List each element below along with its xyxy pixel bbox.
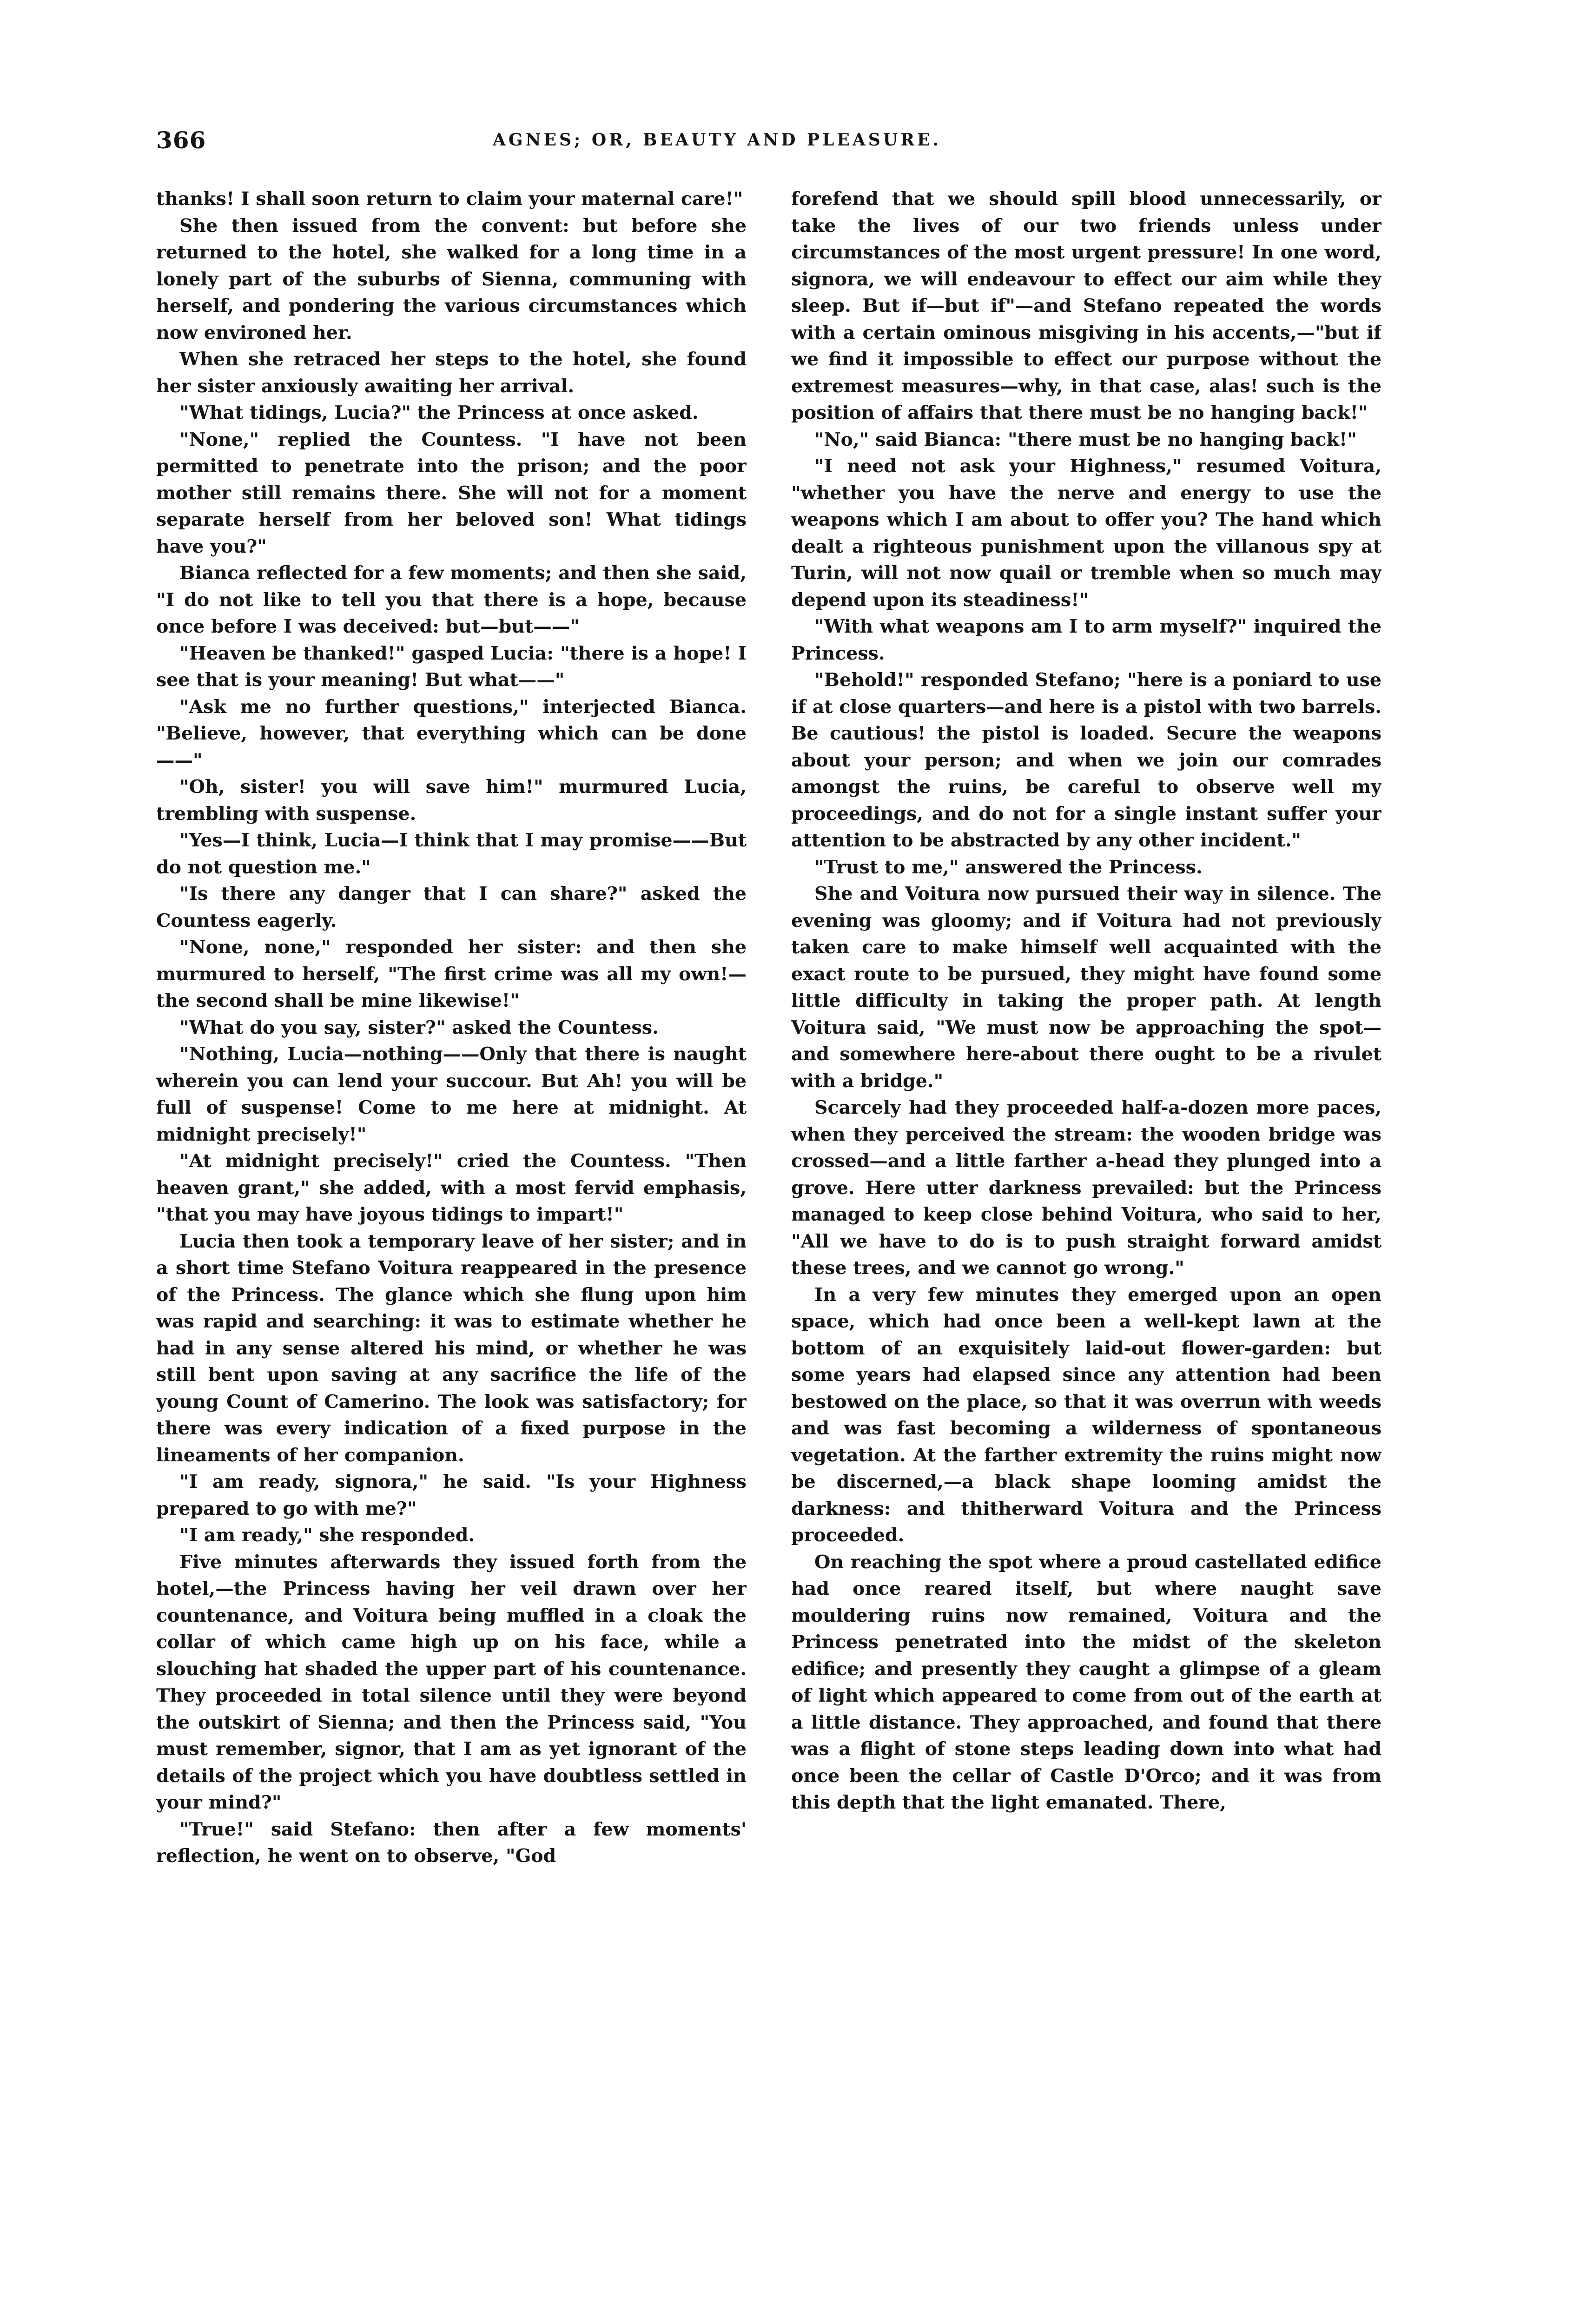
paragraph: "At midnight precisely!" cried the Countess. "Then heaven grant," she added, with a most fervid emphasis, "that you may have joyous tidings to impart!" (156, 1150, 747, 1225)
paragraph: When she retraced her steps to the hotel, she found her sister anxiously awaiting her arrival. (156, 349, 747, 397)
paragraph: "Heaven be thanked!" gasped Lucia: "there is a hope! I see that is your meaning! But what——" (156, 642, 747, 691)
paragraph: Bianca reflected for a few moments; and then she said, "I do not like to tell you that there is a hope, because once before I was deceived: but—but——" (156, 562, 747, 637)
paragraph: Five minutes afterwards they issued forth from the hotel,—the Princess having her veil drawn over her countenance, and Voitura being muffled in a cloak the collar of which came high up on his face, while a slouching hat shaded the upper part of his countenance. They proceeded in total silence until they were beyond the outskirt of Sienna; and then the Princess said, "You must remember, signor, that I am as yet ignorant of the details of the project which you have doubtless settled in your mind?" (156, 1551, 747, 1813)
paragraph: "Oh, sister! you will save him!" murmured Lucia, trembling with suspense. (156, 776, 747, 825)
paragraph: Lucia then took a temporary leave of her sister; and in a short time Stefano Voitura reappeared in the presence of the Princess. The glance which she flung upon him was rapid and searching: it was to estimate whether he had in any sense altered his mind, or whether he was still bent upon saving at any sacrifice the life of the young Count of Camerino. The look was satisfactory; for there was every indication of a fixed purpose in the lineaments of her companion. (156, 1230, 747, 1466)
left-column (156, 186, 747, 2250)
paragraph: forefend that we should spill blood unnecessarily, or take the lives of our two friends unless under circumstances of the most urgent pressure! In one word, signora, we will endeavour to effect our aim while they sleep. But if—but if"—and Stefano repeated the words with a certain ominous misgiving in his accents,—"but if we find it impossible to effect our purpose without the extremest measures—why, in that case, alas! such is the position of affairs that there must be no hanging back!" (791, 188, 1381, 423)
paragraph: "True!" said Stefano: then after a few moments' reflection, he went on to observe, "God (156, 1818, 747, 1867)
paragraph: thanks! I shall soon return to claim your maternal care!" (156, 188, 743, 210)
paragraph: "Behold!" responded Stefano; "here is a poniard to use if at close quarters—and here is a pistol with two barrels. Be cautious! the pistol is loaded. Secure the weapons about your person; and when we join our comrades amongst the ruins, be careful to observe well my proceedings, and do not for a single instant suffer your attention to be abstracted by any other incident." (791, 669, 1381, 851)
right-column (791, 186, 1381, 2250)
paragraph: "Trust to me," answered the Princess. (814, 856, 1203, 878)
paragraph: "What do you say, sister?" asked the Countess. (179, 1017, 659, 1038)
paragraph: Scarcely had they proceeded half-a-dozen more paces, when they perceived the stream: the wooden bridge was crossed—and a little farther a-head they plunged into a grove. Here utter darkness prevailed: but the Princess managed to keep close behind Voitura, who said to her, "All we have to do is to push straight forward amidst these trees, and we cannot go wrong." (791, 1097, 1381, 1279)
paragraph: "With what weapons am I to arm myself?" inquired the Princess. (791, 616, 1381, 664)
paragraph: On reaching the spot where a proud castellated edifice had once reared itself, but where naught save mouldering ruins now remained, Voitura and the Princess penetrated into the midst of the skeleton edifice; and presently they caught a glimpse of a gleam of light which appeared to come from out of the earth at a little distance. They approached, and found that there was a flight of stone steps leading down into what had once been the cellar of Castle D'Orco; and it was from this depth that the light emanated. There, (791, 1551, 1381, 1813)
paragraph: "I am ready, signora," he said. "Is your Highness prepared to go with me?" (156, 1471, 747, 1519)
paragraph: "I need not ask your Highness," resumed Voitura, "whether you have the nerve and energy to use the weapons which I am about to offer you? The hand which dealt a righteous punishment upon the villanous spy at Turin, will not now quail or tremble when so much may depend upon its steadiness!" (791, 456, 1381, 611)
page-number: 366 (156, 126, 206, 154)
paragraph: "No," said Bianca: "there must be no hanging back!" (814, 429, 1357, 450)
paragraph: "Ask me no further questions," interjected Bianca. "Believe, however, that everything which can be done——" (156, 696, 747, 771)
paragraph: "None, none," responded her sister: and then she murmured to herself, "The first crime was all my own!—the second shall be mine likewise!" (156, 937, 747, 1011)
paragraph: "Yes—I think, Lucia—I think that I may promise——But do not question me." (156, 830, 747, 878)
paragraph: She then issued from the convent: but before she returned to the hotel, she walked for a long time in a lonely part of the suburbs of Sienna, communing with herself, and pondering the various circumstances which now environed her. (156, 215, 747, 343)
paragraph: In a very few minutes they emerged upon an open space, which had once been a well-kept lawn at the bottom of an exquisitely laid-out flower-garden: but some years had elapsed since any attention had been bestowed on the place, so that it was overrun with weeds and was fast becoming a wilderness of spontaneous vegetation. At the farther extremity the ruins might now be discerned,—a black shape looming amidst the darkness: and thitherward Voitura and the Princess proceeded. (791, 1284, 1381, 1546)
paragraph: "None," replied the Countess. "I have not been permitted to penetrate into the prison; and the poor mother still remains there. She will not for a moment separate herself from her beloved son! What tidings have you?" (156, 429, 747, 557)
paragraph: "I am ready," she responded. (179, 1525, 475, 1546)
paragraph: She and Voitura now pursued their way in silence. The evening was gloomy; and if Voitura had not previously taken care to make himself well acquainted with the exact route to be pursued, they might have found some little difficulty in taking the proper path. At length Voitura said, "We must now be approaching the spot—and somewhere here-about there ought to be a rivulet with a bridge." (791, 883, 1381, 1092)
paragraph: "What tidings, Lucia?" the Princess at once asked. (179, 402, 699, 423)
paragraph: "Is there any danger that I can share?" asked the Countess eagerly. (156, 883, 747, 931)
running-title: AGNES; OR, BEAUTY AND PLEASURE. (493, 130, 942, 150)
paragraph: "Nothing, Lucia—nothing——Only that there is naught wherein you can lend your succour. But Ah! you will be full of suspense! Come to me here at midnight. At midnight precisely!" (156, 1043, 747, 1145)
